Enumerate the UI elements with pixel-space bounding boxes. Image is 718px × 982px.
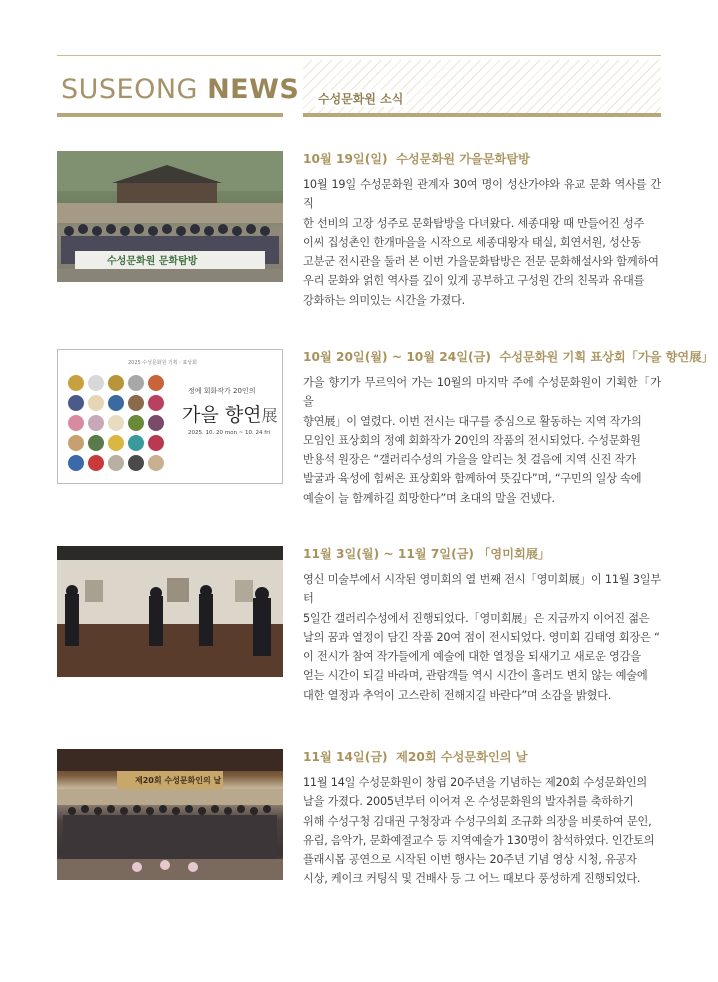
article-headline — [303, 151, 661, 167]
article-headline — [303, 749, 661, 765]
poster-dates: 2025. 10. 20 mon ~ 10. 24 fri — [188, 430, 271, 436]
poster-title-main: 가을 향연 — [182, 404, 262, 426]
article-headline — [303, 546, 661, 562]
article-title: 「영미회展」 — [478, 547, 551, 561]
article-date: 11월 14일(금) — [303, 750, 388, 764]
photo-gallery-visit — [57, 546, 283, 677]
text-line: 날을 가졌다. 2005년부터 이어져 온 수성문화원의 발자취를 축하하기 — [303, 795, 634, 809]
article-date: 10월 20일(월) ~ 10월 24일(금) — [303, 350, 491, 364]
text-line: 향연展」이 열렸다. 이번 전시는 대구를 중심으로 활동하는 지역 작가의 — [303, 414, 642, 428]
masthead-title — [61, 74, 299, 105]
photo-autumn-tour — [57, 151, 283, 282]
text-line: 이씨 집성촌인 한개마을을 시작으로 세종대왕자 태실, 회연서원, 성산동 — [303, 235, 641, 249]
text-line: 한 선비의 고장 성주로 문화탐방을 다녀왔다. 세종대왕 때 만들어진 성주 — [303, 216, 645, 230]
article-text — [303, 373, 661, 508]
text-line: 이 전시가 참여 작가들에게 예술에 대한 열정을 되새기고 새로운 영감을 — [303, 650, 641, 664]
text-line: 10월 19일 수성문화원 관계자 30여 명이 성산가야와 유교 문화 역사를 간직 — [303, 178, 661, 211]
gallery-photo-illustration — [57, 546, 283, 677]
text-line: 영신 미술부에서 시작된 영미회의 열 번째 전시「영미회展」이 11월 3일부터 — [303, 573, 661, 606]
masthead-title-light: SUSEONG — [61, 74, 208, 105]
banner-text: 수성문화원 문화탐방 — [107, 256, 198, 267]
article-text — [303, 175, 661, 310]
article-body — [303, 749, 661, 889]
article-title: 수성문화원 기획 표상회「가을 향연展」 — [499, 350, 714, 364]
text-line: 대한 열정과 추억이 고스란히 전해지길 바란다”며 소감을 밝혔다. — [303, 688, 612, 702]
poster-subtitle: 정예 회화작가 20인의 — [188, 387, 256, 395]
text-line: 발굴과 육성에 힘써온 표상회와 함께하여 뜻깊다”며, “구민의 일상 속에 — [303, 472, 642, 486]
article-body — [303, 151, 661, 310]
article-date: 11월 3일(월) ~ 11월 7일(금) — [303, 547, 474, 561]
text-line: 위해 수성구청 김대권 구청장과 수성구의회 조규화 의장을 비롯하여 문인, — [303, 814, 652, 828]
text-line: 예술이 늘 함께하길 희망한다”며 초대의 말을 건넸다. — [303, 491, 555, 505]
masthead-subtitle: 수성문화원 소식 — [315, 90, 406, 107]
text-line: 고분군 전시관을 둘러 본 이번 가을문화탐방은 전문 문화해설사와 함께하여 — [303, 255, 659, 269]
text-line: 5일간 갤러리수성에서 진행되었다.「영미회展」은 지금까지 이어진 젊은 — [303, 611, 650, 625]
article-date: 10월 19일(일) — [303, 152, 388, 166]
masthead-hatch-pattern — [303, 60, 661, 117]
masthead-underline-left — [57, 113, 283, 117]
text-line: 시상, 케이크 커팅식 및 건배사 등 그 어느 때보다 풍성하게 진행되었다. — [303, 872, 641, 886]
text-line: 가을 향기가 무르익어 가는 10월의 마지막 주에 수성문화원이 기획한「가을 — [303, 376, 661, 409]
artwork-grid — [66, 370, 176, 480]
article-title: 제20회 수성문화인의 날 — [396, 750, 528, 764]
article-body — [303, 349, 714, 508]
article-headline — [303, 349, 714, 365]
article-text — [303, 773, 661, 889]
masthead — [57, 60, 661, 118]
poster-caption: 2025 수성문화원 기획 · 표상회 — [128, 360, 197, 366]
stage-banner: 제20회 수성문화인의 날 — [135, 776, 222, 785]
text-line: 11월 14일 수성문화원이 창립 20주년을 기념하는 제20회 수성문화인의 — [303, 776, 648, 789]
text-line: 우리 문화와 얽힌 역사를 깊이 있게 공부하고 구성원 간의 친목과 유대를 — [303, 274, 645, 288]
text-line: 날의 꿈과 열정이 담긴 작품 20여 점이 전시되었다. 영미회 김태영 회장은 “ — [303, 630, 660, 644]
article-body — [303, 546, 661, 705]
text-line: 반용석 원장은 “갤러리수성의 가을을 알리는 첫 걸음에 지역 신진 작가 — [303, 453, 636, 467]
text-line: 강화하는 의미있는 시간을 가졌다. — [303, 293, 465, 307]
article-title: 수성문화원 가을문화탐방 — [396, 152, 530, 166]
text-line: 유림, 음악가, 문화예절교수 등 지역예술가 130명이 참석하였다. 인간토의 — [303, 833, 655, 847]
poster-title — [182, 400, 277, 427]
ceremony-photo-illustration — [57, 749, 283, 880]
poster-title-suffix: 展 — [261, 406, 278, 425]
text-line: 모임인 표상회의 정예 회화작가 20인의 작품의 전시되었다. 수성문화원 — [303, 433, 641, 447]
photo-culture-day — [57, 749, 283, 880]
article-text — [303, 570, 661, 705]
top-rule — [57, 55, 661, 56]
text-line: 얻는 시간이 되길 바라며, 관람객들 역시 시간이 흘러도 변치 않는 예술에 — [303, 669, 648, 683]
text-line: 플래시몹 공연으로 시작된 이번 행사는 20주년 기념 영상 시청, 유공자 — [303, 853, 637, 867]
masthead-title-bold: NEWS — [207, 74, 300, 105]
poster-autumn-exhibition — [57, 349, 283, 484]
masthead-underline-right — [303, 113, 661, 117]
